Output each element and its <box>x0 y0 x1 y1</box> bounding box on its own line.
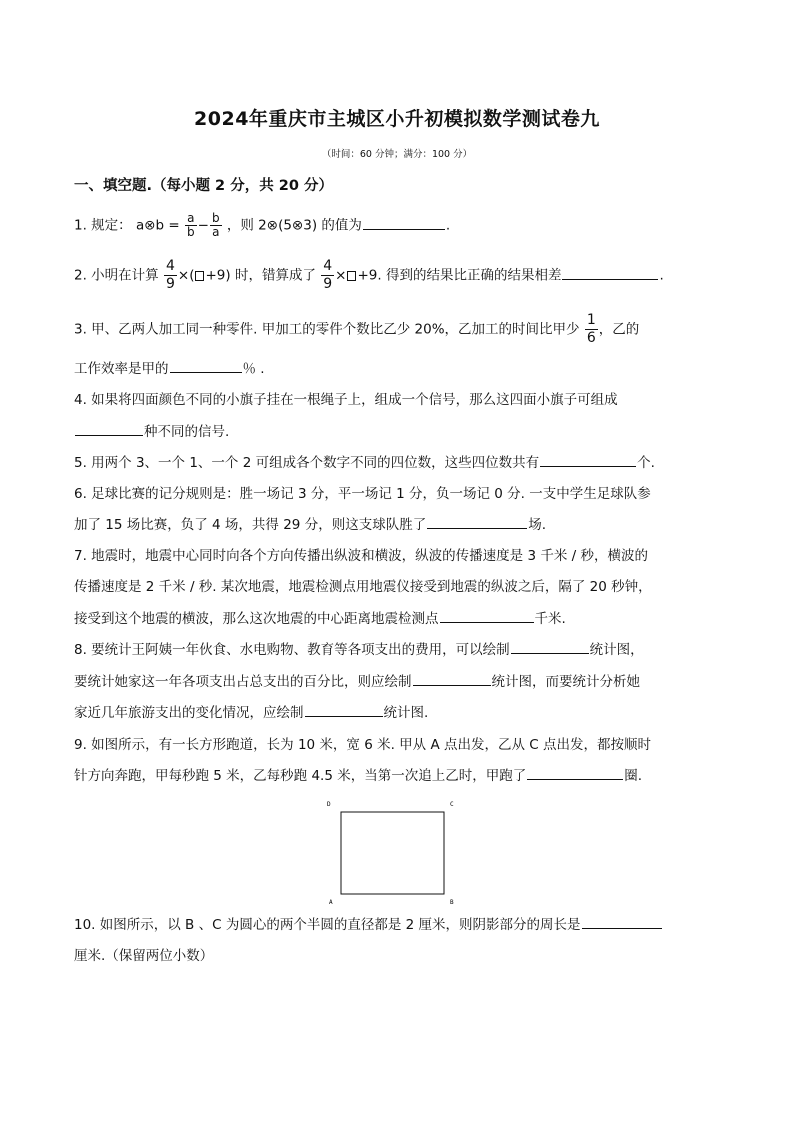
q2-frac-numerator: 4 <box>165 258 175 274</box>
q1-frac2-denominator: a <box>212 225 220 239</box>
vertex-label-a: A <box>329 899 333 906</box>
question-6-line-2 <box>74 513 546 533</box>
rectangle-track-diagram <box>322 796 462 908</box>
q2-fraction-4-9-second <box>321 258 334 293</box>
q1-text-a: 1. 规定： <box>74 217 132 234</box>
q4-answer-blank[interactable] <box>75 421 143 436</box>
q2-fraction-4-9 <box>164 258 177 293</box>
q2-times-paren: ×( <box>177 267 195 284</box>
question-7-line-3 <box>74 607 566 627</box>
question-5 <box>74 451 655 471</box>
q2-frac2-numerator: 4 <box>323 258 333 274</box>
question-6-line-1: 6. 足球比赛的记分规则是：胜一场记 3 分，平一场记 1 分，负一场记 0 分. 一支中学生足球队参 <box>74 486 651 502</box>
question-7-line-2: 传播速度是 2 千米 / 秒. 某次地震，地震检测点用地震仪接受到地震的纵波之后，隔了 20 秒钟， <box>74 579 652 595</box>
page-title: 2024年重庆市主城区小升初模拟数学测试卷九 <box>194 108 600 130</box>
q7-text-end: 千米. <box>534 611 566 627</box>
q8-text-b: 统计图， <box>589 642 644 658</box>
q3-text-a: 3. 甲、乙两人加工同一种零件. 甲加工的零件个数比乙少 20%，乙加工的时间比甲少 <box>74 321 580 338</box>
q8-text-c: 要统计她家这一年各项支出占总支出的百分比，则应绘制 <box>74 674 412 690</box>
q8-answer-blank-2[interactable] <box>413 671 491 686</box>
q2-times: × <box>335 267 347 284</box>
question-2 <box>74 258 664 293</box>
q1-operator-def: a⊗b = <box>135 217 180 234</box>
question-10-line-2: 厘米.（保留两位小数） <box>74 948 214 964</box>
vertex-label-d: D <box>327 801 331 808</box>
q3-fraction-1-6 <box>585 312 598 347</box>
q6-text-end: 场. <box>528 517 546 533</box>
q1-answer-blank[interactable] <box>363 215 445 230</box>
q2-text-a: 2. 小明在计算 <box>74 267 159 284</box>
question-7-line-1: 7. 地震时，地震中心同时向各个方向传播出纵波和横波，纵波的传播速度是 3 千米 / 秒，横波的 <box>74 548 648 564</box>
track-rectangle <box>341 812 444 894</box>
question-9-line-2 <box>74 764 642 784</box>
question-8-line-3 <box>74 701 428 721</box>
question-4-line-1: 4. 如果将四面颜色不同的小旗子挂在一根绳子上，组成一个信号，那么这四面小旗子可组成 <box>74 392 618 408</box>
q2-frac2-denominator: 9 <box>323 276 333 292</box>
q2-text-b: +9) 时，错算成了 <box>205 267 316 284</box>
box-placeholder-icon <box>347 271 356 281</box>
q2-text-end: . <box>659 267 664 284</box>
q6-text-a: 加了 15 场比赛，负了 4 场，共得 29 分，则这支球队胜了 <box>74 517 427 533</box>
q8-text-e: 家近几年旅游支出的变化情况，应绘制 <box>74 705 304 721</box>
question-10-line-1 <box>74 913 663 933</box>
q5-text-end: 个. <box>637 455 655 471</box>
q2-text-c: +9. 得到的结果比正确的结果相差 <box>357 267 562 284</box>
box-placeholder-icon <box>195 271 204 281</box>
q3-text-c: 工作效率是甲的 <box>74 361 169 377</box>
q1-text-end: . <box>445 217 451 234</box>
q10-answer-blank[interactable] <box>582 914 662 929</box>
q5-text-a: 5. 用两个 3、一个 1、一个 2 可组成各个数字不同的四位数，这些四位数共有 <box>74 455 540 471</box>
q1-frac2-numerator: b <box>211 211 220 225</box>
q8-answer-blank-1[interactable] <box>511 639 589 654</box>
q2-frac-denominator: 9 <box>165 276 175 292</box>
q7-answer-blank[interactable] <box>440 608 534 623</box>
question-1 <box>74 212 450 239</box>
q2-answer-blank[interactable] <box>562 265 658 280</box>
q9-text-a: 针方向奔跑，甲每秒跑 5 米，乙每秒跑 4.5 米，当第一次追上乙时，甲跑了 <box>74 768 527 784</box>
q8-answer-blank-3[interactable] <box>305 702 383 717</box>
question-8-line-1 <box>74 638 644 658</box>
q8-text-end: 统计图. <box>383 705 429 721</box>
q7-text-a: 接受到这个地震的横波，那么这次地震的中心距离地震检测点 <box>74 611 439 627</box>
q8-text-d: 统计图，而要统计分析她 <box>491 674 640 690</box>
q3-text-b: ，乙的 <box>598 321 640 338</box>
q8-text-a: 8. 要统计王阿姨一年伙食、水电购物、教育等各项支出的费用，可以绘制 <box>74 642 510 658</box>
vertex-label-b: B <box>450 899 454 906</box>
q10-text-a: 10. 如图所示，以 B 、C 为圆心的两个半圆的直径都是 2 厘米，则阴影部分的周长是 <box>74 917 581 933</box>
q6-answer-blank[interactable] <box>427 514 527 529</box>
question-4-line-2 <box>74 420 229 440</box>
q5-answer-blank[interactable] <box>540 452 636 467</box>
q3-frac-denominator: 6 <box>586 330 596 346</box>
page-subtitle: （时间：60 分钟；满分：100 分） <box>321 149 473 160</box>
q9-answer-blank[interactable] <box>527 765 623 780</box>
question-9-line-1: 9. 如图所示，有一长方形跑道，长为 10 米，宽 6 米. 甲从 A 点出发，乙从 C 点出发，都按顺时 <box>74 737 652 753</box>
q1-minus: − <box>197 217 209 234</box>
q3-answer-blank[interactable] <box>170 358 242 373</box>
q1-text-b: ，则 2⊗(5⊗3) 的值为 <box>226 217 362 234</box>
question-3-line-2 <box>74 357 265 377</box>
question-8-line-2 <box>74 670 640 690</box>
q1-fraction-a-over-b <box>185 212 197 239</box>
q4-text-end: 种不同的信号. <box>144 424 230 440</box>
section-heading-fill-blank: 一、填空题.（每小题 2 分，共 20 分） <box>74 178 333 194</box>
q9-text-end: 圈. <box>624 768 643 784</box>
question-3-line-1 <box>74 312 639 347</box>
q1-frac1-numerator: a <box>187 211 195 225</box>
q1-fraction-b-over-a <box>210 212 222 239</box>
q3-text-end: ％ . <box>242 361 265 377</box>
vertex-label-c: C <box>450 801 454 808</box>
q3-frac-numerator: 1 <box>586 312 596 328</box>
q1-frac1-denominator: b <box>187 225 195 239</box>
